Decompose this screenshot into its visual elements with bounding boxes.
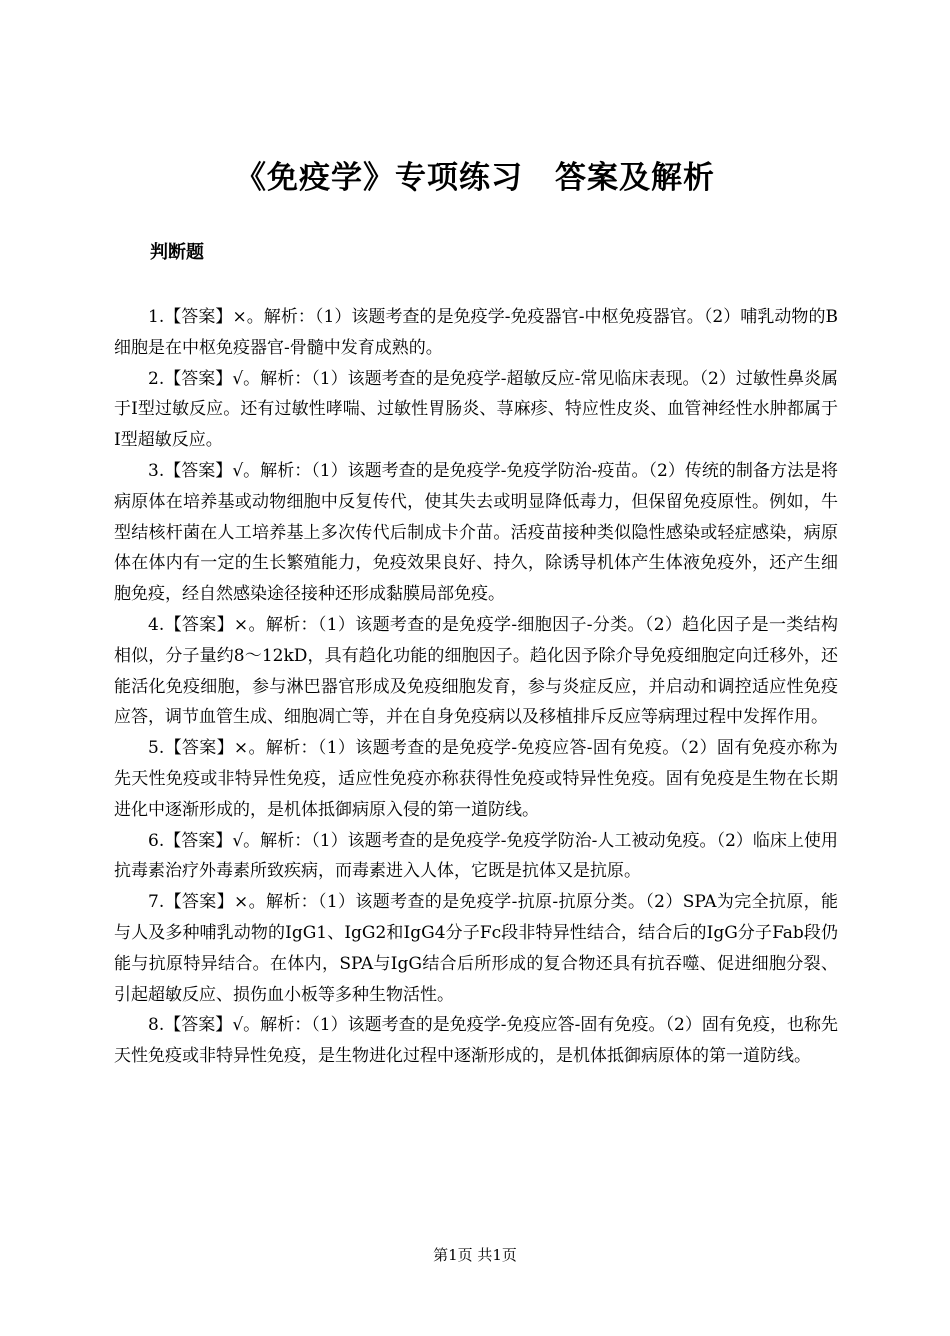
section-heading: 判断题 (150, 242, 204, 263)
answer-item: 7.【答案】×。解析：（1）该题考查的是免疫学-抗原-抗原分类。（2）SPA为完全抗原，能与人及多种哺乳动物的IgG1、IgG2和IgG4分子Fc段非特异性结合，结合后的IgG分子Fab段仍能与抗原特异结合。在体内，SPA与IgG结合后所形成的复合物还具有抗吞噬、促进细胞分裂、引起超敏反应、损伤血小板等多种生物活性。 (114, 892, 838, 1005)
answer-item: 4.【答案】×。解析：（1）该题考查的是免疫学-细胞因子-分类。（2）趋化因子是一类结构相似，分子量约8～12kD，具有趋化功能的细胞因子。趋化因予除介导免疫细胞定向迁移外，还能活化免疫细胞，参与淋巴器官形成及免疫细胞发育，参与炎症反应，并启动和调控适应性免疫应答，调节血管生成、细胞凋亡等，并在自身免疫病以及移植排斥反应等病理过程中发挥作用。 (114, 614, 838, 728)
answer-item: 2.【答案】√。解析：（1）该题考查的是免疫学-超敏反应-常见临床表现。（2）过敏性鼻炎属于Ⅰ型过敏反应。还有过敏性哮喘、过敏性胃肠炎、荨麻疹、特应性皮炎、血管神经性水肿都属于Ⅰ型超敏反应。 (114, 368, 838, 451)
answer-item: 8.【答案】√。解析：（1）该题考查的是免疫学-免疫应答-固有免疫。（2）固有免疫，也称先天性免疫或非特异性免疫，是生物进化过程中逐渐形成的，是机体抵御病原体的第一道防线。 (114, 1015, 838, 1067)
answer-item: 6.【答案】√。解析：（1）该题考查的是免疫学-免疫学防治-人工被动免疫。（2）临床上使用抗毒素治疗外毒素所致疾病，而毒素进入人体，它既是抗体又是抗原。 (114, 830, 838, 882)
answer-item: 1.【答案】×。解析：（1）该题考查的是免疫学-免疫器官-中枢免疫器官。（2）哺乳动物的B细胞是在中枢免疫器官-骨髓中发育成熟的。 (114, 307, 838, 358)
answer-item: 5.【答案】×。解析：（1）该题考查的是免疫学-免疫应答-固有免疫。（2）固有免疫亦称为先天性免疫或非特异性免疫，适应性免疫亦称获得性免疫或特异性免疫。固有免疫是生物在长期进化中逐渐形成的，是机体抵御病原入侵的第一道防线。 (114, 738, 838, 820)
page-title: 《免疫学》专项练习 答案及解析 (235, 160, 715, 196)
answer-item: 3.【答案】√。解析：（1）该题考查的是免疫学-免疫学防治-疫苗。（2）传统的制备方法是将病原体在培养基或动物细胞中反复传代，使其失去或明显降低毒力，但保留免疫原性。例如，牛型结核杆菌在人工培养基上多次传代后制成卡介苗。活疫苗接种类似隐性感染或轻症感染，病原体在体内有一定的生长繁殖能力，免疫效果良好、持久，除诱导机体产生体液免疫外，还产生细胞免疫，经自然感染途径接种还形成黏膜局部免疫。 (114, 460, 838, 605)
answer-list (114, 302, 838, 1072)
page-footer: 第1页 共1页 (433, 1246, 517, 1264)
